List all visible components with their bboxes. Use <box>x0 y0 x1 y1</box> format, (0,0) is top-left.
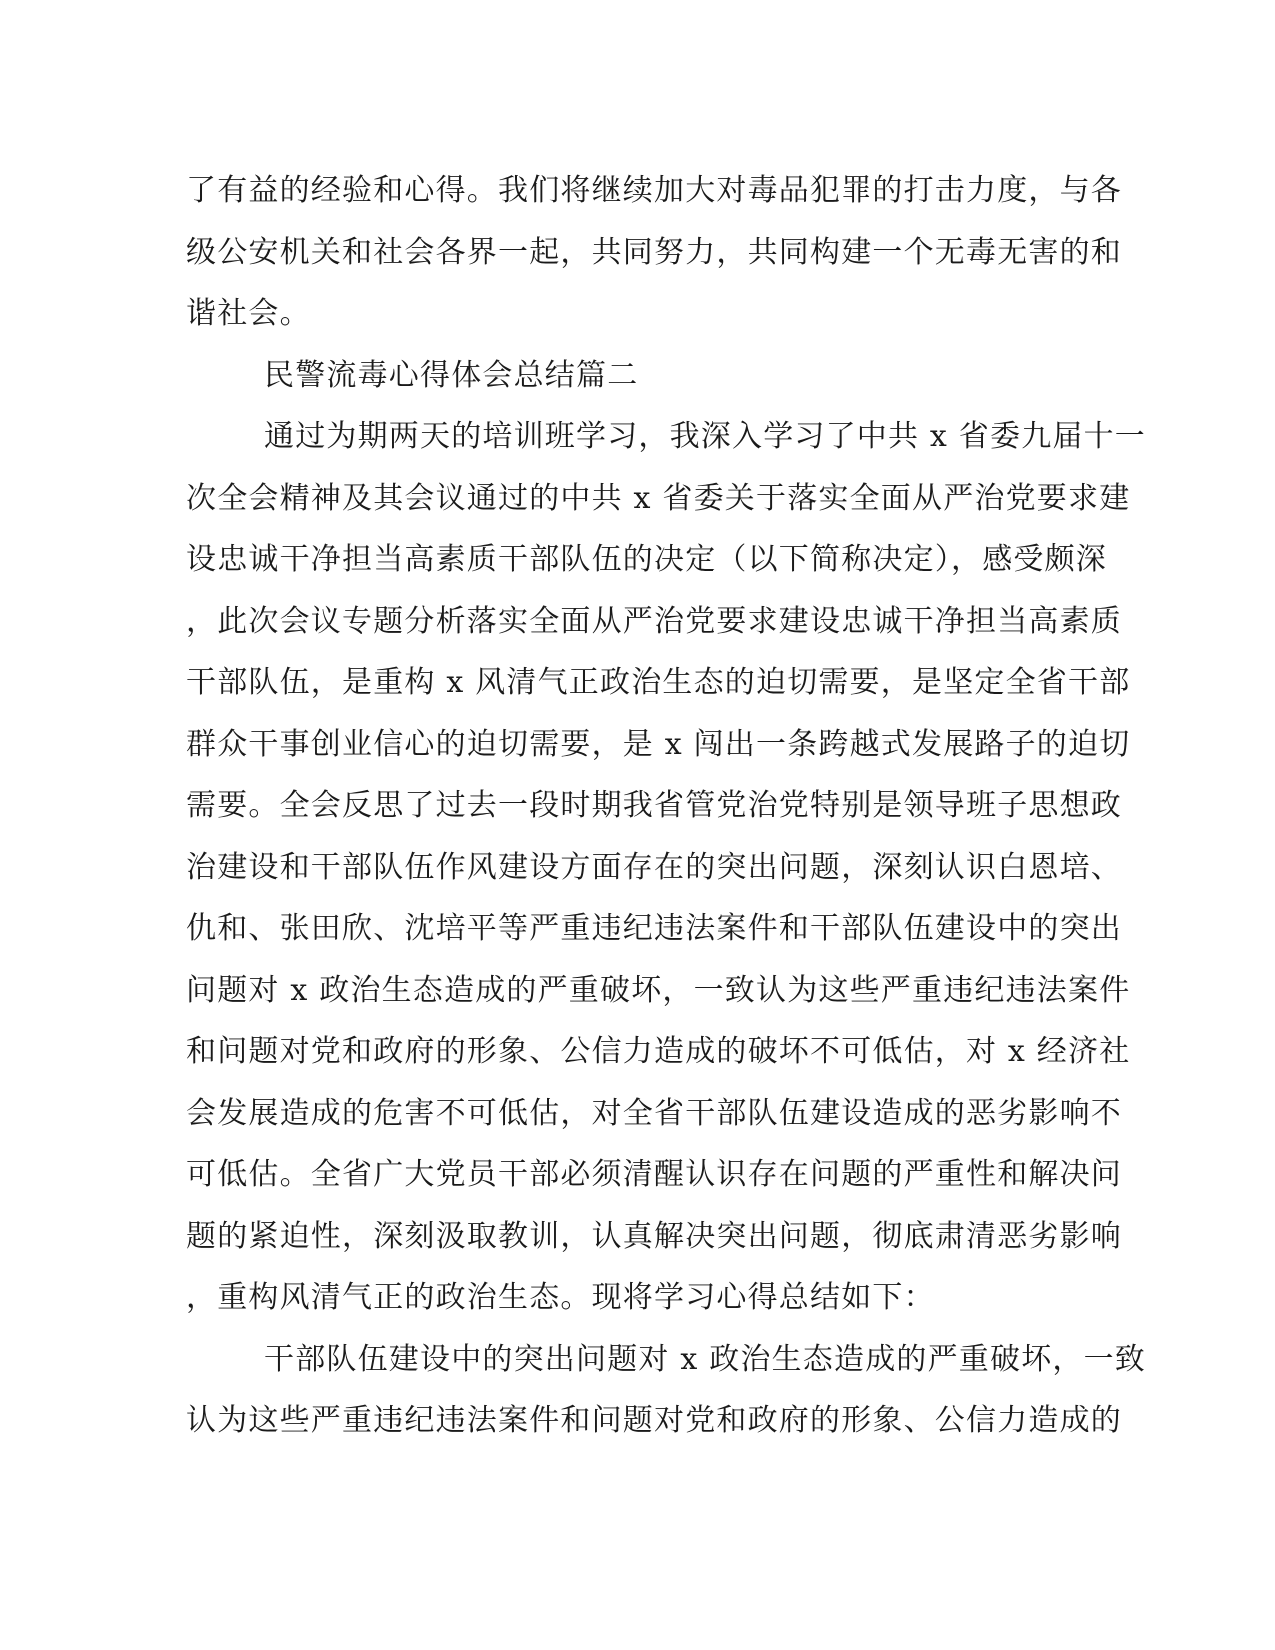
text-line: 问题对 x 政治生态造成的严重破坏，一致认为这些严重违纪违法案件 <box>186 972 1131 1008</box>
text-line: ，此次会议专题分析落实全面从严治党要求建设忠诚干净担当高素质 <box>186 603 1122 639</box>
text-line: ，重构风清气正的政治生态。现将学习心得总结如下： <box>186 1280 935 1315</box>
text-line: 会发展造成的危害不可低估，对全省干部队伍建设造成的恶劣影响不 <box>186 1095 1122 1131</box>
text-line: 题的紧迫性，深刻汲取教训，认真解决突出问题，彻底肃清恶劣影响 <box>186 1218 1122 1254</box>
document-body <box>186 160 1146 1452</box>
text-line: 谐社会。 <box>186 296 311 331</box>
text-line: 次全会精神及其会议通过的中共 x 省委关于落实全面从严治党要求建 <box>186 480 1131 516</box>
section-heading: 民警流毒心得体会总结篇二 <box>264 357 639 393</box>
text-line: 设忠诚干净担当高素质干部队伍的决定（以下简称决定），感受颇深 <box>186 542 1107 577</box>
text-line: 群众干事创业信心的迫切需要，是 x 闯出一条跨越式发展路子的迫切 <box>186 726 1131 762</box>
text-line: 级公安机关和社会各界一起，共同努力，共同构建一个无毒无害的和 <box>186 234 1122 270</box>
text-line: 通过为期两天的培训班学习，我深入学习了中共 x 省委九届十一 <box>264 419 1146 454</box>
text-line: 可低估。全省广大党员干部必须清醒认识存在问题的严重性和解决问 <box>186 1157 1122 1192</box>
text-line: 需要。全会反思了过去一段时期我省管党治党特别是领导班子思想政 <box>186 788 1122 823</box>
text-line: 干部队伍，是重构 x 风清气正政治生态的迫切需要，是坚定全省干部 <box>186 665 1131 700</box>
text-line: 治建设和干部队伍作风建设方面存在的突出问题，深刻认识白恩培、 <box>186 849 1122 885</box>
text-line: 仇和、张田欣、沈培平等严重违纪违法案件和干部队伍建设中的突出 <box>186 911 1122 946</box>
text-line: 了有益的经验和心得。我们将继续加大对毒品犯罪的打击力度，与各 <box>186 173 1122 208</box>
text-line: 干部队伍建设中的突出问题对 x 政治生态造成的严重破坏，一致 <box>264 1341 1146 1377</box>
text-line: 和问题对党和政府的形象、公信力造成的破坏不可低估，对 x 经济社 <box>186 1034 1131 1069</box>
text-line: 认为这些严重违纪违法案件和问题对党和政府的形象、公信力造成的 <box>186 1403 1122 1438</box>
